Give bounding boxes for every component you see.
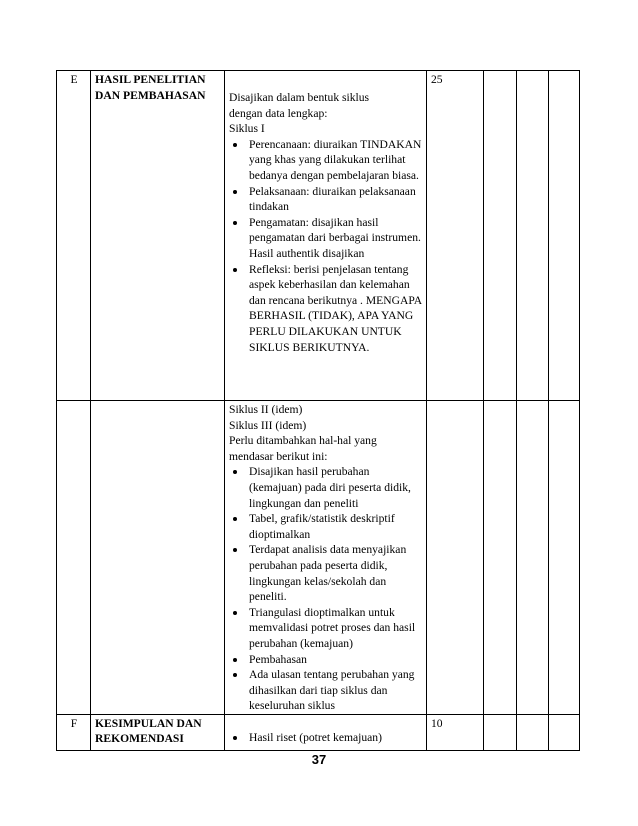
empty-cell [517,401,549,715]
row-code: F [57,714,91,750]
list-item: Triangulasi dioptimalkan untuk memvalidasi potret proses dan hasil perubahan (kemajuan) [229,605,423,652]
row-description [225,401,427,715]
list-item: Pembahasan [229,652,423,668]
rubric-table [56,70,580,751]
list-item: Terdapat analisis data menyajikan perubahan pada peserta didik, lingkungan kelas/sekolah dan peneliti. [229,542,423,604]
table-row [57,401,580,715]
row-score: 10 [427,714,484,750]
empty-cell [484,401,517,715]
list-item: Ada ulasan tentang perubahan yang dihasilkan dari tiap siklus dan keseluruhan siklus [229,667,423,714]
intro-line: Siklus III (idem) [229,418,307,432]
empty-cell [549,714,580,750]
list-item: Tabel, grafik/statistik deskriptif dioptimalkan [229,511,423,542]
row-description [225,714,427,750]
intro-line: Disajikan dalam bentuk siklus [229,91,370,104]
page-number: 37 [311,752,327,767]
row-aspect: KESIMPULAN DAN REKOMENDASI [91,714,225,750]
row-code [57,401,91,715]
empty-cell [484,714,517,750]
intro-line: Perlu ditambahkan hal-hal yang mendasar berikut ini: [229,434,377,463]
row-code: E [57,71,91,401]
intro-line: dengan data lengkap: [229,106,328,120]
empty-cell [517,71,549,401]
list-item: Disajikan hasil perubahan (kemajuan) pada diri peserta didik, lingkungan dan peneliti [229,464,423,511]
row-aspect [91,401,225,715]
empty-cell [484,71,517,401]
list-item: Pelaksanaan: diuraikan pelaksanaan tindakan [229,184,423,215]
bullet-list [229,730,423,746]
table-row [57,71,580,401]
row-aspect: HASIL PENELITIAN DAN PEMBAHASAN [91,71,225,401]
list-item: Hasil riset (potret kemajuan) [229,730,423,746]
empty-cell [549,401,580,715]
row-score [427,401,484,715]
empty-cell [549,71,580,401]
empty-cell [517,714,549,750]
row-description [225,71,427,401]
intro-line: Siklus I [229,122,265,136]
table-row [57,714,580,750]
list-item: Refleksi: berisi penjelasan tentang aspek keberhasilan dan kelemahan dan rencana berikutnya . MENGAPA BERHASIL (TIDAK), APA YANG PERLU DILAKUKAN UNTUK SIKLUS BERIKUTNYA. [229,262,423,356]
list-item: Pengamatan: disajikan hasil pengamatan dari berbagai instrumen. Hasil authentik disajikan [229,215,423,262]
row-score: 25 [427,71,484,401]
list-item: Perencanaan: diuraikan TINDAKAN yang khas yang dilakukan terlihat bedanya dengan pembelajaran biasa. [229,137,423,184]
bullet-list [229,137,423,355]
intro-line: Siklus II (idem) [229,403,303,416]
bullet-list [229,464,423,714]
